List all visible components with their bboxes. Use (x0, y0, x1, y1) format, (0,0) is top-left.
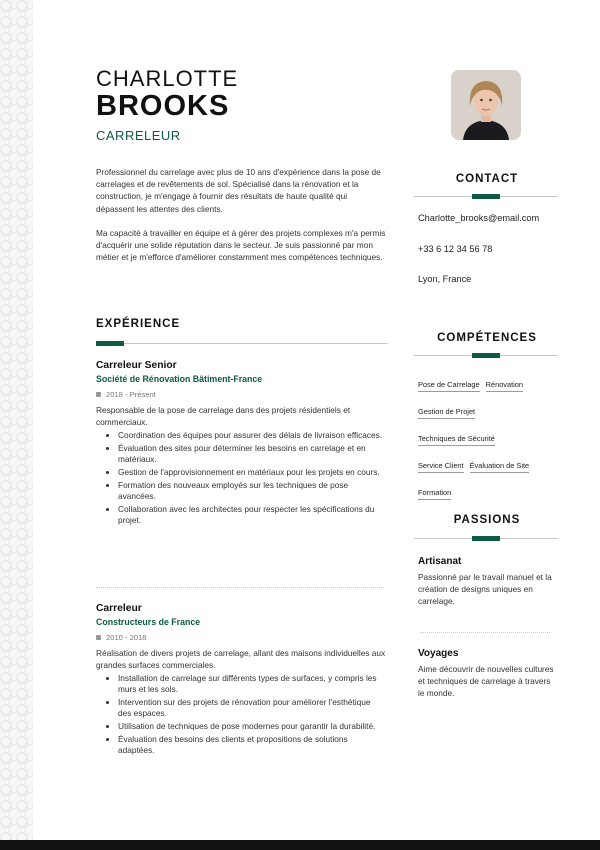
passion-description: Passionné par le travail manuel et la création de designs uniques en carrelage. (418, 572, 552, 606)
job-bullet: • Formation des nouveaux employés sur les techniques de pose avancées. (118, 480, 386, 502)
passion-title: Artisanat (418, 556, 462, 567)
job-bullet: • Évaluation des besoins des clients et propositions de solutions adaptées. (118, 734, 386, 756)
skills-divider (414, 355, 558, 356)
job-title: CARRELEUR (96, 128, 181, 143)
job-description: Responsable de la pose de carrelage dans des projets résidentiels et commerciaux. (96, 405, 351, 427)
contact-heading: CONTACT (455, 173, 519, 185)
skills-heading: COMPÉTENCES (437, 332, 537, 344)
skill-tag: Rénovation (486, 380, 523, 392)
job-role: Carreleur Senior (96, 360, 177, 371)
job-dates-text: 2018 - Présent (106, 390, 156, 399)
job-divider (96, 587, 384, 588)
passion-item (418, 556, 558, 607)
job-description: Réalisation de divers projets de carrelage, allant des maisons individuelles aux grandes surfaces commerciales. (96, 648, 386, 670)
last-name: BROOKS (96, 90, 230, 122)
decorative-side-pattern (0, 0, 33, 850)
job-company: Constructeurs de France (96, 617, 201, 627)
job-bullet: • Intervention sur des projets de rénovation pour améliorer l'esthétique des espaces. (118, 697, 386, 719)
bottom-bar (0, 840, 600, 850)
job-entry (96, 603, 386, 758)
calendar-icon (96, 392, 101, 397)
summary-paragraph: Professionnel du carrelage avec plus de 10 ans d'expérience dans la pose de carrelages et de revêtements de sol. Spécialisé dans la rénovation et la construction, je m'engage à fournir des résultats de haute qualité qui dépassent les attentes des clients. (96, 167, 381, 214)
profile-photo (451, 70, 521, 140)
passions-heading: PASSIONS (453, 514, 521, 526)
job-bullets (96, 430, 386, 526)
skill-tag: Service Client (418, 461, 464, 473)
passion-item (418, 648, 558, 699)
experience-heading: EXPÉRIENCE (96, 318, 181, 330)
job-bullet: • Gestion de l'approvisionnement en matériaux pour les projets en cours. (118, 467, 386, 478)
job-company: Société de Rénovation Bâtiment-France (96, 374, 263, 384)
job-bullets (96, 673, 386, 756)
job-dates (96, 390, 386, 399)
skill-tag: Évaluation de Site (470, 461, 530, 473)
job-bullet: • Collaboration avec les architectes pour respecter les spécifications du projet. (118, 504, 386, 526)
job-bullet: • Coordination des équipes pour assurer des délais de livraison efficaces. (118, 430, 386, 441)
job-bullet: • Utilisation de techniques de pose modernes pour garantir la durabilité. (118, 721, 386, 732)
job-bullet: • Évaluation des sites pour déterminer les besoins en carrelage et en matériaux. (118, 443, 386, 465)
experience-divider (96, 343, 388, 344)
skill-tag: Formation (418, 488, 451, 500)
job-dates-text: 2010 - 2018 (106, 633, 147, 642)
skill-tag: Gestion de Projet (418, 407, 475, 419)
job-dates (96, 633, 386, 642)
job-bullet: • Installation de carrelage sur différents types de surfaces, y compris les murs et les sols. (118, 673, 386, 695)
first-name: CHARLOTTE (96, 66, 239, 91)
contact-email[interactable]: Charlotte_brooks@email.com (418, 213, 540, 223)
contact-location: Lyon, France (418, 274, 472, 284)
calendar-icon (96, 635, 101, 640)
passions-divider (414, 538, 558, 539)
passion-description: Aime découvrir de nouvelles cultures et techniques de carrelage à travers le monde. (418, 664, 554, 698)
profile-summary (96, 166, 386, 275)
contact-phone[interactable]: +33 6 12 34 56 78 (418, 244, 493, 254)
skill-tag: Techniques de Sécurité (418, 434, 495, 446)
passion-title: Voyages (418, 648, 459, 659)
skills-list (418, 374, 563, 509)
summary-paragraph: Ma capacité à travailler en équipe et à gérer des projets complexes m'a permis d'acquérir une solide réputation dans le secteur. Je suis passionné par mon métier et je m'efforce d'améliorer constamment mes compétences techniques. (96, 227, 386, 263)
passion-divider (420, 632, 550, 633)
job-role: Carreleur (96, 603, 142, 614)
skill-tag: Pose de Carrelage (418, 380, 480, 392)
job-entry (96, 360, 386, 528)
contact-divider (414, 196, 558, 197)
